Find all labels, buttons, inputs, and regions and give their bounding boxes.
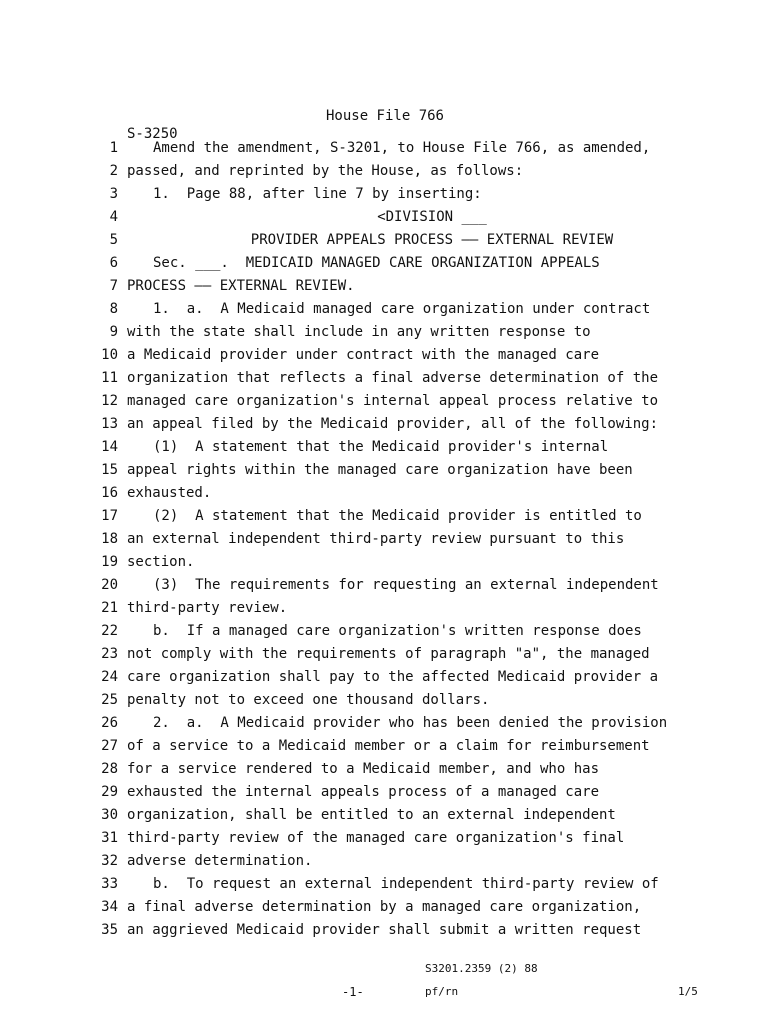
line-text: managed care organization's internal appeal process relative to xyxy=(127,393,659,409)
line-text: organization, shall be entitled to an external independent xyxy=(127,807,616,823)
line-text: exhausted. xyxy=(127,485,212,501)
line-text: an appeal filed by the Medicaid provider, all of the following: xyxy=(127,416,659,432)
document-body xyxy=(0,137,770,942)
document-line xyxy=(0,827,770,850)
line-text: third-party review of the managed care organization's final xyxy=(127,830,625,846)
document-line xyxy=(0,252,770,275)
line-text: 2. a. A Medicaid provider who has been denied the provision xyxy=(153,715,668,731)
line-text: Amend the amendment, S-3201, to House File 766, as amended, xyxy=(153,140,651,156)
line-text: <DIVISION ___ xyxy=(377,209,487,225)
document-line xyxy=(0,597,770,620)
document-line xyxy=(0,781,770,804)
document-line xyxy=(0,643,770,666)
document-line xyxy=(0,321,770,344)
line-number: 31 xyxy=(101,830,118,846)
line-text: passed, and reprinted by the House, as follows: xyxy=(127,163,524,179)
document-line xyxy=(0,620,770,643)
line-text: with the state shall include in any written response to xyxy=(127,324,591,340)
amendment-number: S-3250 xyxy=(127,126,178,142)
line-number: 25 xyxy=(101,692,118,708)
line-text: not comply with the requirements of paragraph "a", the managed xyxy=(127,646,650,662)
line-text: b. If a managed care organization's written response does xyxy=(153,623,642,639)
line-number: 21 xyxy=(101,600,118,616)
line-number: 22 xyxy=(101,623,118,639)
line-text: of a service to a Medicaid member or a claim for reimbursement xyxy=(127,738,650,754)
line-text: Sec. ___. MEDICAID MANAGED CARE ORGANIZATION APPEALS xyxy=(153,255,600,271)
line-text: a Medicaid provider under contract with the managed care xyxy=(127,347,600,363)
line-text: exhausted the internal appeals process of a managed care xyxy=(127,784,600,800)
line-number: 30 xyxy=(101,807,118,823)
line-text: PROVIDER APPEALS PROCESS —— EXTERNAL REVIEW xyxy=(250,232,614,248)
document-line xyxy=(0,183,770,206)
document-line xyxy=(0,712,770,735)
document-line xyxy=(0,574,770,597)
footer-code: S3201.2359 (2) 88 xyxy=(425,962,538,975)
document-line xyxy=(0,298,770,321)
line-text: (1) A statement that the Medicaid provider's internal xyxy=(153,439,609,455)
document-line xyxy=(0,275,770,298)
line-number: 35 xyxy=(101,922,118,938)
line-number: 26 xyxy=(101,715,118,731)
line-number: 28 xyxy=(101,761,118,777)
document-line xyxy=(0,666,770,689)
line-number: 18 xyxy=(101,531,118,547)
line-number: 12 xyxy=(101,393,118,409)
line-number: 27 xyxy=(101,738,118,754)
page-count: 1/5 xyxy=(678,985,698,998)
line-text: 1. a. A Medicaid managed care organization under contract xyxy=(153,301,651,317)
document-line xyxy=(0,390,770,413)
line-text: penalty not to exceed one thousand dollars. xyxy=(127,692,490,708)
document-line xyxy=(0,896,770,919)
document-line xyxy=(0,873,770,896)
line-text: adverse determination. xyxy=(127,853,313,869)
line-number: 4 xyxy=(109,209,118,225)
line-text: (2) A statement that the Medicaid provider is entitled to xyxy=(153,508,642,524)
document-line xyxy=(0,528,770,551)
line-number: 5 xyxy=(109,232,118,248)
line-text: 1. Page 88, after line 7 by inserting: xyxy=(153,186,482,202)
document-line xyxy=(0,137,770,160)
line-number: 9 xyxy=(109,324,118,340)
document-line xyxy=(0,505,770,528)
line-text: (3) The requirements for requesting an external independent xyxy=(153,577,659,593)
line-number: 34 xyxy=(101,899,118,915)
document-line xyxy=(0,459,770,482)
line-number: 33 xyxy=(101,876,118,892)
document-line xyxy=(0,919,770,942)
line-text: section. xyxy=(127,554,195,570)
line-text: for a service rendered to a Medicaid member, and who has xyxy=(127,761,600,777)
line-text: a final adverse determination by a managed care organization, xyxy=(127,899,642,915)
line-text: care organization shall pay to the affected Medicaid provider a xyxy=(127,669,659,685)
line-number: 11 xyxy=(101,370,118,386)
line-number: 29 xyxy=(101,784,118,800)
document-line xyxy=(0,413,770,436)
page-number: -1- xyxy=(342,985,364,999)
line-text: b. To request an external independent third-party review of xyxy=(153,876,659,892)
document-line xyxy=(0,850,770,873)
drafter-initials: pf/rn xyxy=(425,985,459,998)
document-line xyxy=(0,689,770,712)
line-text: organization that reflects a final adverse determination of the xyxy=(127,370,659,386)
line-number: 10 xyxy=(101,347,118,363)
line-text: an aggrieved Medicaid provider shall submit a written request xyxy=(127,922,642,938)
line-number: 19 xyxy=(101,554,118,570)
document-line xyxy=(0,206,770,229)
line-number: 6 xyxy=(109,255,118,271)
line-text: PROCESS —— EXTERNAL REVIEW. xyxy=(127,278,355,294)
line-number: 13 xyxy=(101,416,118,432)
line-text: an external independent third-party review pursuant to this xyxy=(127,531,625,547)
line-number: 2 xyxy=(109,163,118,179)
document-line xyxy=(0,735,770,758)
document-line xyxy=(0,482,770,505)
line-number: 23 xyxy=(101,646,118,662)
line-text: third-party review. xyxy=(127,600,288,616)
document-line xyxy=(0,160,770,183)
document-line xyxy=(0,344,770,367)
line-number: 1 xyxy=(109,140,118,156)
line-number: 32 xyxy=(101,853,118,869)
line-number: 7 xyxy=(109,278,118,294)
line-number: 17 xyxy=(101,508,118,524)
document-line xyxy=(0,436,770,459)
document-line xyxy=(0,367,770,390)
document-line xyxy=(0,758,770,781)
line-number: 3 xyxy=(109,186,118,202)
document-line xyxy=(0,551,770,574)
document-line xyxy=(0,229,770,252)
line-number: 14 xyxy=(101,439,118,455)
line-number: 8 xyxy=(109,301,118,317)
document-line xyxy=(0,804,770,827)
line-text: appeal rights within the managed care organization have been xyxy=(127,462,633,478)
page-title: House File 766 xyxy=(325,108,444,124)
line-number: 24 xyxy=(101,669,118,685)
line-number: 20 xyxy=(101,577,118,593)
line-number: 15 xyxy=(101,462,118,478)
line-number: 16 xyxy=(101,485,118,501)
